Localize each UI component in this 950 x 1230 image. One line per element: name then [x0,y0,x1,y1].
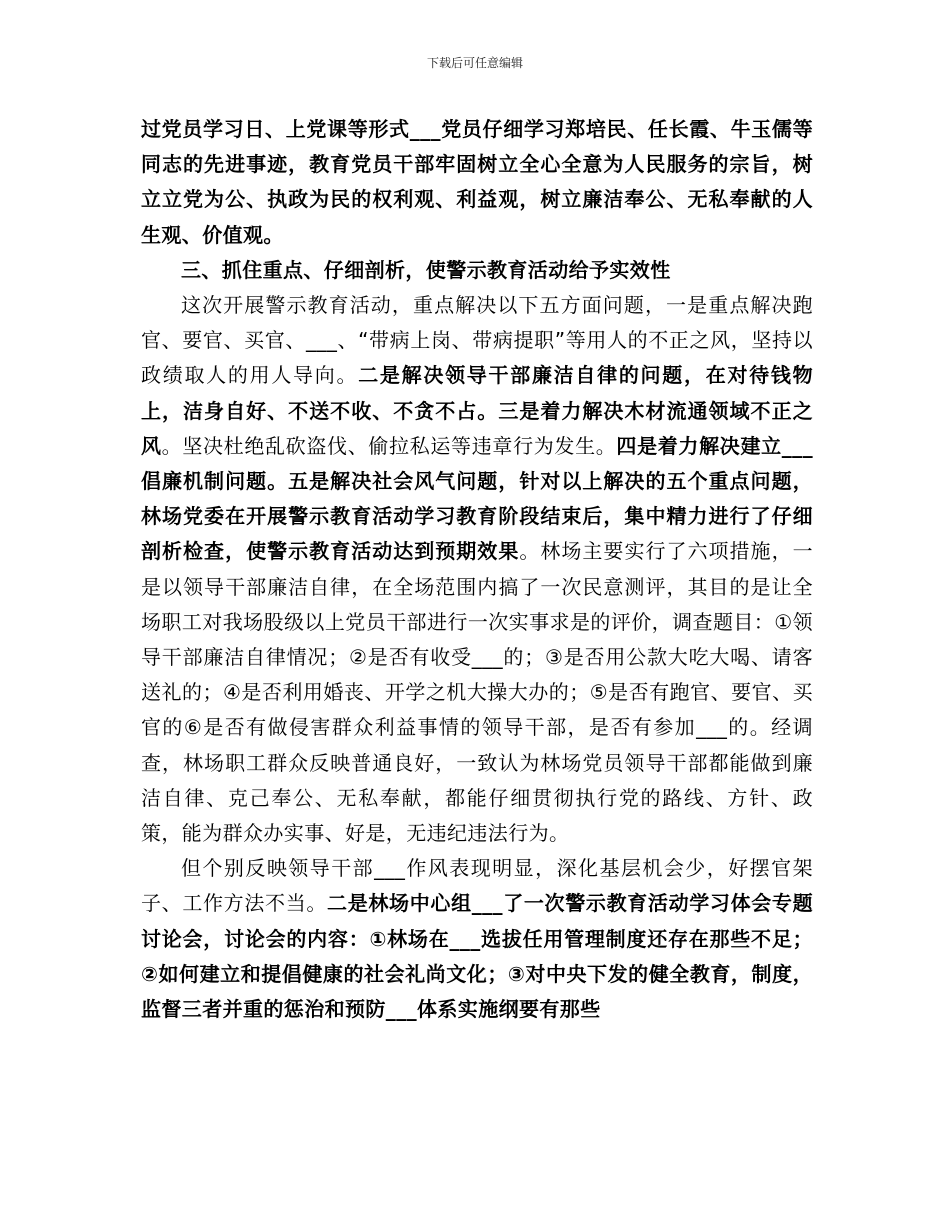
paragraph-4 [141,851,813,1027]
text-run: 。林场主要实行了六项措施，一是以领导干部廉洁自律，在全场范围内搞了一次民意测评，其目的是让全场职工对我场股级以上党员干部进行一次实事求是的评价，调查题目：①领导干部廉洁自律情况；②是否有收受___的；③是否用公款大吃大喝、请客送礼的；④是否利用婚丧、开学之机大操大办的；⑤是否有跑官、要官、买官的⑥是否有做侵害群众利益事情的领导干部，是否有参加___的。经调查，林场职工群众反映普通良好，一致认为林场党员领导干部都能做到廉洁自律、克己奉公、无私奉献，都能仔细贯彻执行党的路线、方针、政策，能为群众办实事、好是，无违纪违法行为。 [141,539,813,846]
paragraph-3 [141,288,813,851]
document-body [141,112,813,1027]
text-run: 但个别反映领导干部___作风表现明显，深化基层机会少，好摆官架子、工作方法不当。 [141,856,813,916]
text-run: 四是着力解决建立___倡廉机制问题。五是解决社会风气问题，针对以上解决的五个重点问题，林场党委在开展警示教育活动学习教育阶段结束后，集中精力进行了仔细剖析检查，使警示教育活动达到预期效果 [141,433,813,564]
page-header: 下载后可任意编辑 [426,56,523,70]
text-run: 这次开展警示教育活动，重点解决以下五方面问题，一是重点解决跑官、要官、买官、___、“带病上岗、带病提职”等用人的不正之风，坚持以政绩取人的用人导向。 [141,293,813,388]
section-heading [141,253,813,288]
heading-text: 三、抓住重点、仔细剖析，使警示教育活动给予实效性 [181,257,671,282]
text-run: 过党员学习日、上党课等形式___党员仔细学习郑培民、任长霞、牛玉儒等同志的先进事迹，教育党员干部牢固树立全心全意为人民服务的宗旨，树立立党为公、执政为民的权利观、利益观，树立廉洁奉公、无私奉献的人生观、价值观。 [141,117,813,247]
text-run: 。坚决杜绝乱砍盗伐、偷拉私运等违章行为发生。 [161,433,617,458]
text-run: 二是林场中心组___了一次警示教育活动学习体会专题讨论会，讨论会的内容：①林场在___选拔任用管理制度还存在那些不足；②如何建立和提倡健康的社会礼尚文化；③对中央下发的健全教育，制度，监督三者并重的惩治和预防___体系实施纲要有那些 [141,891,814,1022]
text-run: 二是解决领导干部廉洁自律的问题，在对待钱物上，洁身自好、不送不收、不贪不占。三是着力解决木材流通领域不正之风 [141,363,813,458]
paragraph-1 [141,112,813,253]
